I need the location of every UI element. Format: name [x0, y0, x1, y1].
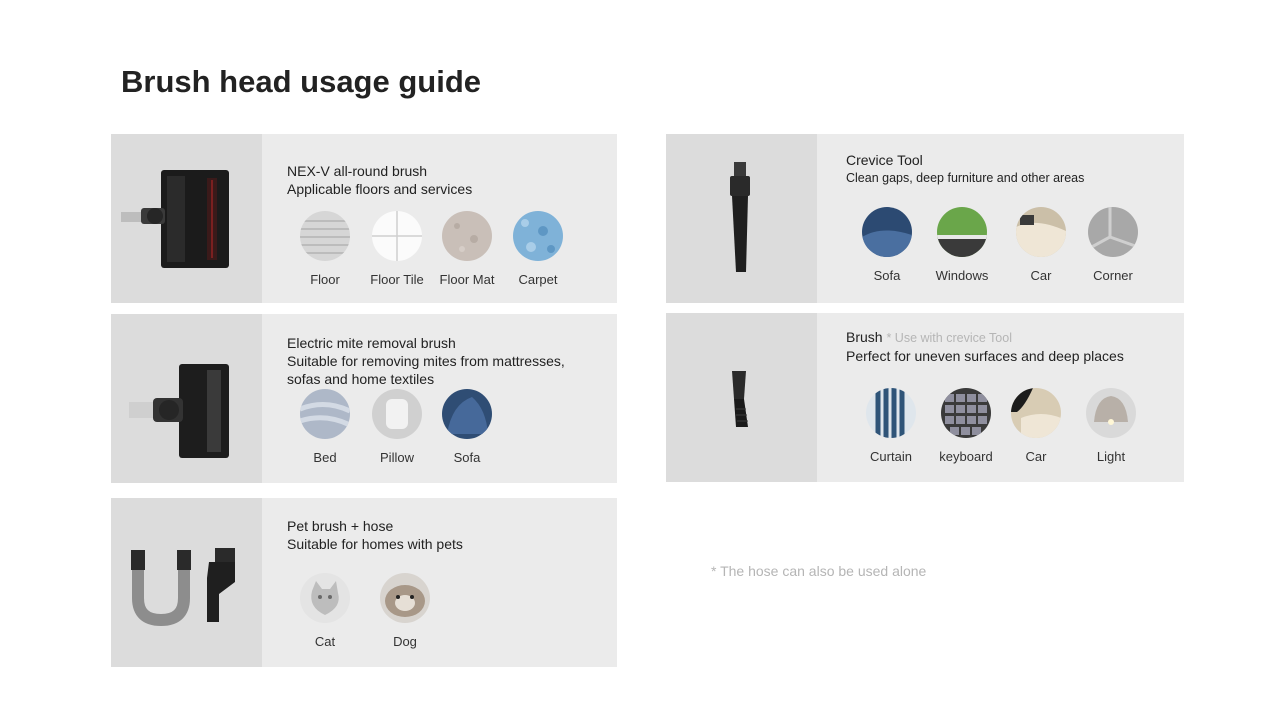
use-floor — [293, 211, 357, 287]
use-label: Corner — [1093, 268, 1133, 283]
use-sofa — [855, 207, 919, 283]
corner-icon — [1088, 207, 1138, 257]
brush-desc: Perfect for uneven surfaces and deep places — [846, 348, 1124, 364]
card-crevice-tool — [666, 134, 1184, 303]
use-car — [1009, 207, 1073, 283]
use-floor-tile — [365, 211, 429, 287]
card-mite-brush — [111, 314, 617, 483]
nexv-desc: Applicable floors and services — [287, 181, 473, 197]
sofa-icon — [862, 207, 912, 257]
windows-icon — [937, 207, 987, 257]
use-windows — [930, 207, 994, 283]
use-dog — [373, 573, 437, 649]
pet-name: Pet brush + hose — [287, 518, 394, 534]
use-curtain — [859, 388, 923, 464]
cat-icon — [300, 573, 350, 623]
use-label: Carpet — [518, 272, 558, 287]
dog-icon — [380, 573, 430, 623]
brush-note: * Use with crevice Tool — [886, 331, 1012, 345]
use-label: Curtain — [870, 449, 912, 464]
use-label: Floor Tile — [370, 272, 424, 287]
floor-tile-icon — [372, 211, 422, 261]
mite-brush-image — [111, 314, 262, 483]
curtain-icon — [866, 388, 916, 438]
bed-icon — [300, 389, 350, 439]
mite-desc-line1: Suitable for removing mites from mattresses, — [287, 353, 565, 369]
mite-name: Electric mite removal brush — [287, 335, 456, 351]
hose-footnote: * The hose can also be used alone — [711, 563, 927, 579]
mite-desc-line2: sofas and home textiles — [287, 371, 435, 387]
use-pillow — [365, 389, 429, 465]
nexv-name: NEX-V all-round brush — [287, 163, 428, 179]
card-nexv-brush — [111, 134, 617, 303]
card-pet-brush — [111, 498, 617, 667]
use-bed — [293, 389, 357, 465]
floor-icon — [300, 211, 350, 261]
use-light — [1079, 388, 1143, 464]
keyboard-icon — [941, 388, 991, 438]
nexv-brush-image — [111, 134, 262, 303]
use-label: Floor — [310, 272, 340, 287]
car-icon — [1011, 388, 1061, 438]
use-keyboard — [934, 388, 998, 464]
light-icon — [1086, 388, 1136, 438]
use-label: Car — [1030, 268, 1052, 283]
pet-desc: Suitable for homes with pets — [287, 536, 463, 552]
car-icon — [1016, 207, 1066, 257]
brush-name: Brush — [846, 329, 883, 345]
use-label: Cat — [314, 634, 336, 649]
crevice-name: Crevice Tool — [846, 152, 923, 168]
pillow-icon — [372, 389, 422, 439]
crevice-tool-image — [666, 134, 817, 303]
use-floor-mat — [435, 211, 499, 287]
use-label: Light — [1096, 449, 1126, 464]
floor-mat-icon — [442, 211, 492, 261]
use-carpet — [506, 211, 570, 287]
use-label: Pillow — [380, 450, 414, 465]
page-title: Brush head usage guide — [121, 64, 482, 99]
use-label: Windows — [935, 268, 989, 283]
use-sofa — [435, 389, 499, 465]
carpet-icon — [513, 211, 563, 261]
use-label: Bed — [313, 450, 337, 465]
crevice-desc: Clean gaps, deep furniture and other areas — [846, 171, 1085, 185]
use-car — [1004, 388, 1068, 464]
use-label: keyboard — [939, 449, 993, 464]
use-label: Car — [1025, 449, 1047, 464]
use-label: Sofa — [873, 268, 901, 283]
use-label: Dog — [393, 634, 417, 649]
use-corner — [1081, 207, 1145, 283]
pet-brush-image — [111, 498, 262, 667]
card-brush — [666, 313, 1184, 482]
use-label: Floor Mat — [439, 272, 495, 287]
sofa-icon — [442, 389, 492, 439]
brush-image — [666, 313, 817, 482]
use-cat — [293, 573, 357, 649]
use-label: Sofa — [453, 450, 481, 465]
